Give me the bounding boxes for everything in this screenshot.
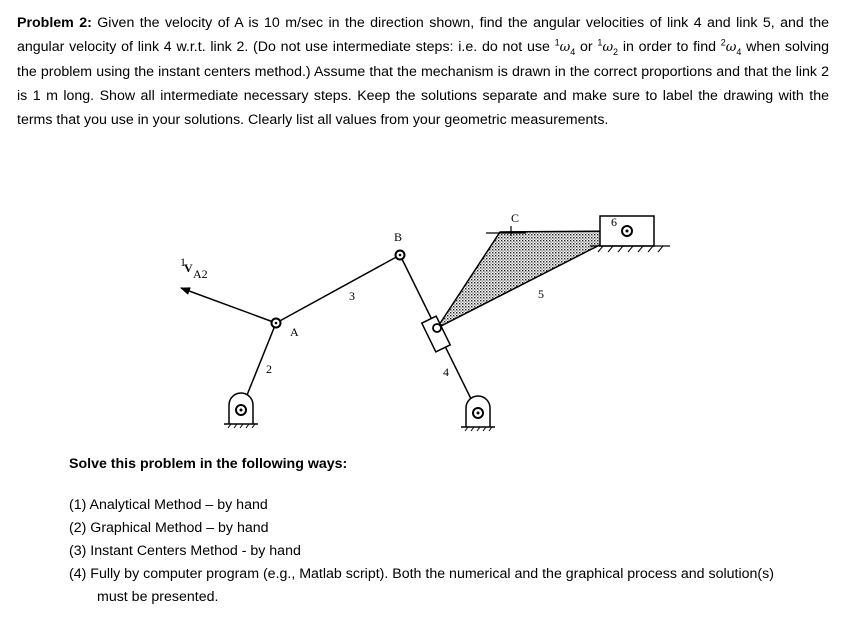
- problem-text-1: Given the velocity of A is 10 m/sec in the direction shown, find the angular velocities of link 4 and link 5, and the angular velocity of link 4 w.r.t. link 2. (Do not use intermediate steps: i.e. do not use: [17, 15, 829, 55]
- omega1-superscript: 1: [554, 37, 560, 48]
- omega3-symbol: ω: [725, 40, 737, 55]
- or-text: or: [575, 39, 598, 55]
- label-point-a: A: [290, 325, 299, 339]
- omega1-subscript: 4: [570, 46, 576, 57]
- label-link-4: 4: [443, 365, 449, 379]
- omega2-subscript: 2: [613, 46, 619, 57]
- omega2-superscript: 1: [597, 37, 603, 48]
- ground-pivot-2: [224, 393, 258, 428]
- problem-text-3: when solving the problem using the instant centers method.) Assume that the mechanism is drawn in the correct proportions and that the link 2 is 1 m long. Show all intermediate necessary steps. Keep the solutions separate and make sure to label the drawing with the terms that you use in your solutions. Clearly list all values from your geometric measurements.: [17, 39, 830, 128]
- method-item: (4) Fully by computer program (e.g., Matlab script). Both the numerical and the graphical process and solution(s) must be presented.: [69, 566, 774, 605]
- omega2-symbol: ω: [602, 40, 614, 55]
- link-3-bar: [276, 255, 400, 323]
- method-item: (1) Analytical Method – by hand: [69, 497, 268, 513]
- slider-pin: [433, 324, 441, 332]
- problem-text-2: in order to find: [618, 39, 721, 55]
- method-item: (2) Graphical Method – by hand: [69, 520, 269, 536]
- solve-heading: Solve this problem in the following ways:: [69, 456, 348, 472]
- problem-label: Problem 2:: [17, 15, 92, 31]
- label-link-5: 5: [538, 287, 544, 301]
- method-item: (3) Instant Centers Method - by hand: [69, 543, 301, 559]
- label-link-3: 3: [349, 289, 355, 303]
- velocity-label-main: V: [184, 261, 193, 275]
- omega3-subscript: 4: [736, 46, 742, 57]
- omega3-superscript: 2: [720, 37, 726, 48]
- omega1-symbol: ω: [559, 40, 571, 55]
- ground-pivot-4: [461, 396, 495, 431]
- methods-list: [69, 494, 789, 609]
- velocity-label-subscript: A2: [193, 267, 208, 281]
- slider-ground-hatch: [598, 246, 663, 252]
- velocity-label-superscript: 1: [180, 255, 186, 269]
- label-link-2: 2: [266, 362, 272, 376]
- label-point-b: B: [394, 230, 403, 244]
- velocity-arrow: [181, 288, 276, 323]
- label-link-6: 6: [611, 215, 617, 229]
- label-point-c: C: [511, 211, 520, 225]
